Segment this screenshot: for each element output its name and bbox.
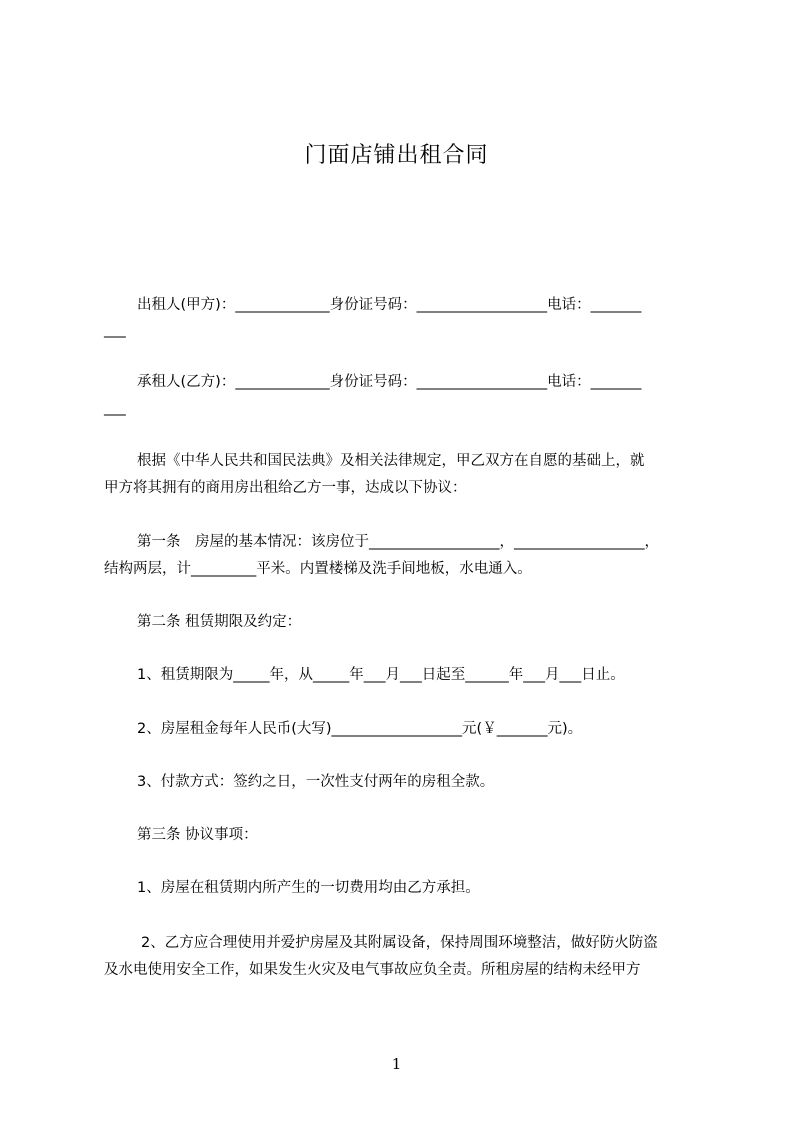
article-2-clause-2: 2、房屋租金每年人民币(大写)__________________元(￥_______元)。 — [137, 721, 583, 737]
lessor-info-line: 出租人(甲方)：_____________身份证号码：__________________电话：_______ — [137, 297, 642, 313]
preamble-line-1: 根据《中华人民共和国民法典》及相关法律规定，甲乙双方在自愿的基础上，就 — [137, 453, 645, 469]
article-1-line-1: 第一条 房屋的基本情况：该房位于__________________，__________________， — [137, 534, 659, 550]
article-2-clause-1: 1、租赁期限为_____年，从_____年___月___日起至______年___月___日止。 — [137, 667, 625, 683]
lessee-info-line-continued: ___ — [104, 400, 126, 416]
lessor-info-line-continued: ___ — [104, 322, 126, 338]
article-3-clause-1: 1、房屋在租赁期内所产生的一切费用均由乙方承担。 — [137, 880, 480, 896]
article-3-clause-2-line-1: 2、乙方应合理使用并爱护房屋及其附属设备，保持周围环境整洁，做好防火防盗 — [141, 935, 658, 951]
article-3-heading: 第三条 协议事项： — [137, 827, 258, 843]
lessee-info-line: 承租人(乙方)：_____________身份证号码：__________________电话：_______ — [137, 374, 642, 390]
article-2-clause-3: 3、付款方式：签约之日，一次性支付两年的房租全款。 — [137, 774, 495, 790]
preamble-line-2: 甲方将其拥有的商用房出租给乙方一事，达成以下协议： — [104, 480, 467, 496]
article-2-heading: 第二条 租赁期限及约定： — [137, 614, 302, 630]
page-number: 1 — [391, 1055, 402, 1073]
article-1-line-2: 结构两层，计_________平米。内置楼梯及洗手间地板，水电通入。 — [104, 561, 532, 577]
article-3-clause-2-line-2: 及水电使用安全工作，如果发生火灾及电气事故应负全责。所租房屋的结构未经甲方 — [104, 962, 641, 978]
document-title: 门面店铺出租合同 — [304, 143, 489, 168]
